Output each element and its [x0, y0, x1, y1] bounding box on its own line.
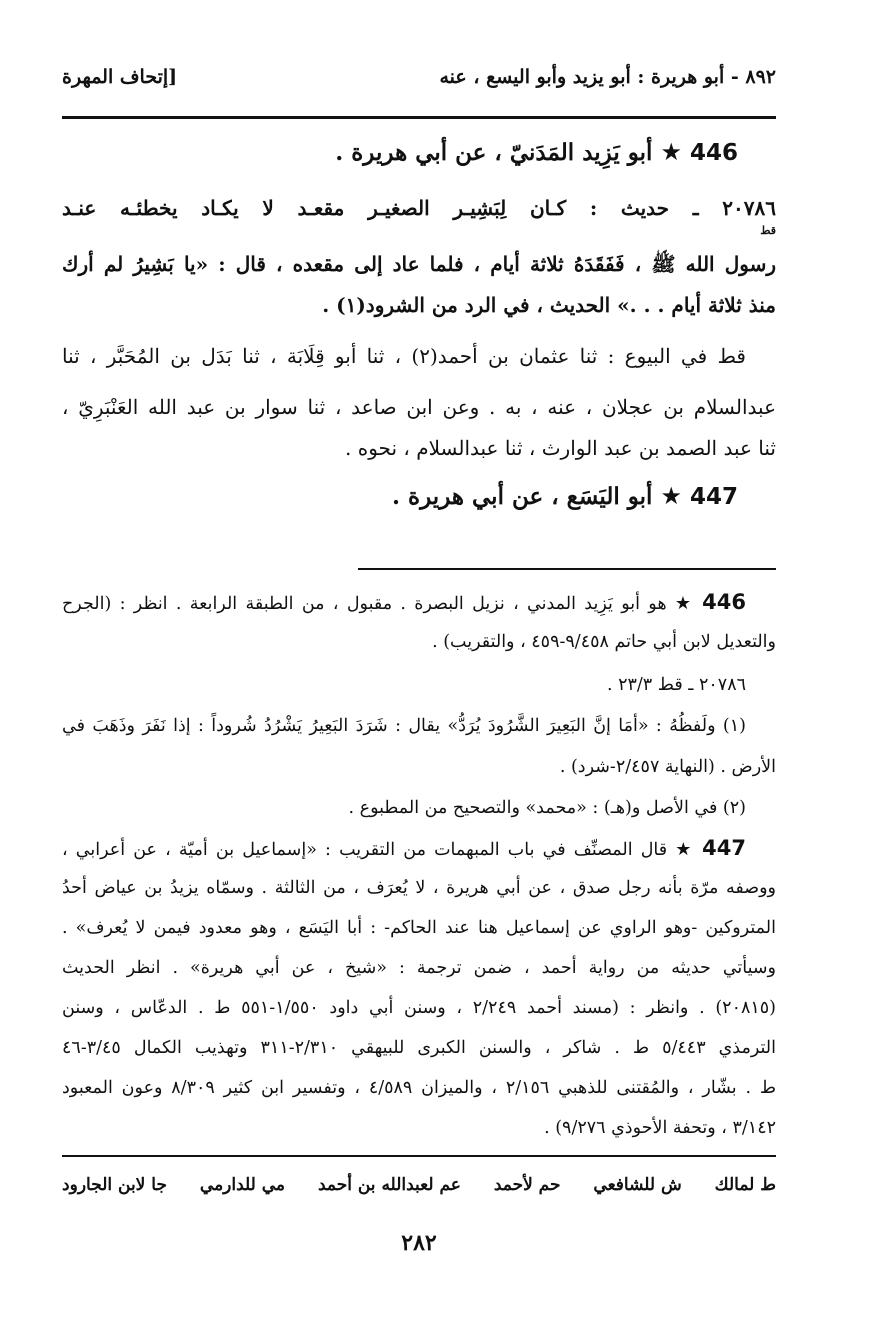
abbreviation-item: حم لأحمد — [493, 1175, 561, 1195]
footnote-line: وسيأتي حديثه من رواية أحمد ، ضمن ترجمة : «شيخ ، عن أبي هريرة» . انظر الحديث — [62, 958, 776, 978]
abbreviation-item: جا لابن الجارود — [62, 1175, 167, 1195]
footnote-line: (٢٠٨١٥) . وانظر : (مسند أحمد ٢/٢٤٩ ، وسنن أبي داود ١/٥٥٠-٥٥١ ط . الدعّاس ، وسنن — [62, 998, 776, 1018]
isnad-line: ثنا عبد الصمد بن عبد الوارث ، ثنا عبدالسلام ، نحوه . — [345, 436, 776, 460]
abbreviation-item: عم لعبدالله بن أحمد — [317, 1175, 461, 1195]
footnote-number: 446 — [702, 590, 746, 614]
abbreviation-item: مي للدارمي — [199, 1175, 286, 1195]
translation-heading-446 — [62, 140, 776, 165]
footnote-1-line: (١) ولَفظُهُ : «أمَا إنَّ البَعِيرَ الشَّرُودَ يُرَدُّ» يقال : شَرَدَ البَعِيرُ يَشْرُدُ شُروداً : إذا نَفَرَ وذَهَبَ في — [62, 716, 746, 736]
isnad-line: عبدالسلام بن عجلان ، عنه ، به . وعن ابن صاعد ، ثنا سوار بن عبد الله العَنْبَرِيّ ، — [62, 395, 776, 419]
star-icon: ★ — [660, 482, 682, 510]
footnote-447-first — [62, 838, 776, 860]
running-header — [62, 66, 776, 98]
footnote-number: 447 — [702, 836, 746, 860]
footnote-line: ووصفه مرّة بأنه رجل صدق ، عن أبي هريرة ، لا يُعرَف ، من الثالثة . وسمّاه يزيدُ بن عياض أحدُ — [62, 878, 776, 898]
abbreviation-item: ط لمالك — [714, 1175, 776, 1195]
abbreviation-item: ش للشافعي — [593, 1175, 682, 1195]
footnote-1-line: الأرض . (النهاية ٢/٤٥٧-شرد) . — [559, 757, 776, 777]
footnote-line: المتروكين -وهو الراوي عن إسماعيل هنا عند الحاكم- : أبا اليَسَع ، وهو معدود فيمن لا يُعرف» . — [62, 918, 776, 938]
book-title: [إتحاف المهرة — [62, 66, 178, 88]
page-number: ٢٨٢ — [401, 1230, 437, 1256]
footnote-separator — [358, 568, 776, 570]
running-title: ٨٩٢ - أبو هريرة : أبو يزيد وأبو اليسع ، عنه — [439, 66, 776, 88]
footnote-line: والتعديل لابن أبي حاتم ٩/٤٥٨-٤٥٩ ، والتقريب) . — [432, 632, 776, 652]
footnote-2: (٢) في الأصل و(هـ) : «محمد» والتصحيح من المطبوع . — [348, 798, 746, 818]
star-icon: ★ — [660, 138, 682, 166]
translation-number: 446 — [689, 140, 738, 166]
hadith-line: رسول الله ﷺ ، فَفَقَدَهُ ثلاثة أيام ، فلما عاد إلى مقعده ، قال : «يا بَشِيرُ لم أرك — [62, 252, 776, 276]
footnote-line: ٣/١٤٢ ، وتحفة الأحوذي ٩/٢٧٦) . — [544, 1118, 776, 1138]
footnote-line: الترمذي ٥/٤٤٣ ط . شاكر ، والسنن الكبرى للبيهقي ٢/٣١٠-٣١١ وتهذيب الكمال ٣/٤٥-٤٦ — [62, 1038, 777, 1058]
isnad-line: قط في البيوع : ثنا عثمان بن أحمد(٢) ، ثنا أبو قِلَابَة ، ثنا بَدَل بن المُحَبَّر ، ثنا — [62, 344, 746, 368]
abbreviation-key — [62, 1175, 776, 1195]
hadith-line: ٢٠٧٨٦ ـ حديث : كـان لِبَشِيـر الصغيـر مقعـد لا يكـاد يخطئـه عنـد — [62, 196, 776, 220]
translation-number: 447 — [689, 484, 738, 510]
bottom-rule — [62, 1155, 776, 1157]
star-icon: ★ — [674, 593, 694, 614]
header-rule — [62, 116, 776, 119]
footnote-text: قال المصنِّف في باب المبهمات من التقريب : «إسماعيل بن أميّة ، عن أعرابي ، — [62, 840, 668, 860]
footnote-446-first — [62, 592, 776, 614]
siglum-marker: قط — [760, 224, 776, 237]
footnote-hadith-ref: ٢٠٧٨٦ ـ قط ٢٣/٣ . — [606, 675, 746, 695]
page — [62, 0, 776, 1329]
translation-title: أبو يَزِيد المَدَنيّ ، عن أبي هريرة . — [335, 139, 653, 166]
star-icon: ★ — [675, 839, 694, 860]
translation-title: أبو اليَسَع ، عن أبي هريرة . — [392, 483, 653, 510]
footnote-text: هو أبو يَزِيد المدني ، نزيل البصرة . مقبول ، من الطبقة الرابعة . انظر : (الجرح — [62, 594, 667, 614]
translation-heading-447 — [62, 484, 776, 509]
footnote-line: ط . بشّار ، والمُقتنى للذهبي ٢/١٥٦ ، والميزان ٤/٥٨٩ ، وتفسير ابن كثير ٨/٣٠٩ وعون المعبود — [62, 1078, 777, 1098]
hadith-line: منذ ثلاثة أيام . . .» الحديث ، في الرد من الشرود(١) . — [322, 293, 776, 317]
